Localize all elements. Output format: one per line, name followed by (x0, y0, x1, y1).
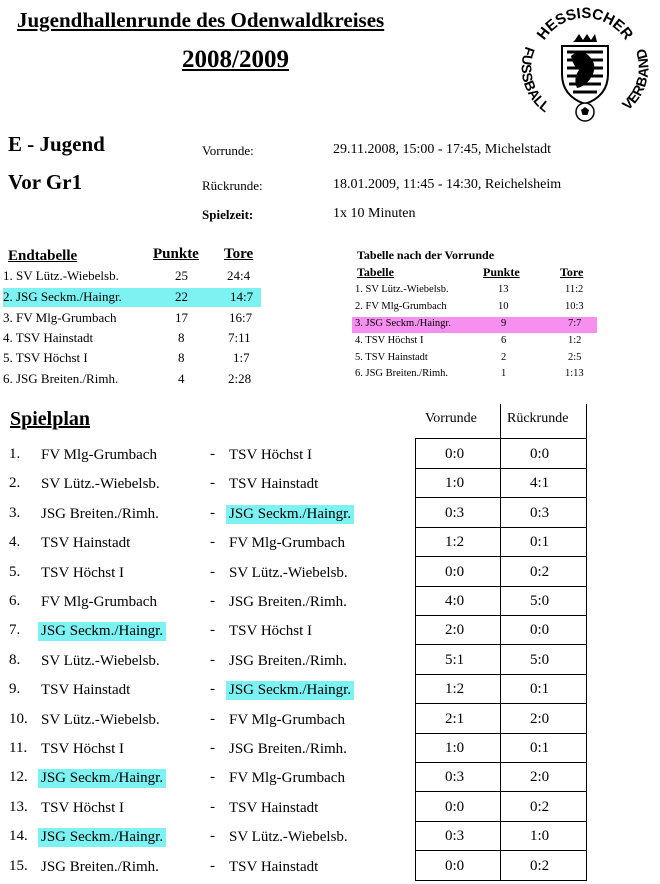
rueckrunde-score: 4:1 (530, 475, 550, 492)
match-number: 9. (9, 681, 21, 698)
match-number: 2. (9, 475, 21, 492)
vorrunde-table-title: Tabelle nach der Vorrunde (357, 248, 495, 262)
home-team: TSV Hainstadt (41, 535, 131, 552)
match-separator: - (210, 622, 215, 639)
rueckrunde-score: 0:0 (530, 446, 550, 462)
match-separator: - (210, 828, 215, 845)
team-name: 6. JSG Breiten./Rimh. (3, 371, 119, 386)
rueckrunde-score: 0:2 (530, 563, 550, 580)
vorrunde-score: 0:0 (445, 563, 465, 580)
match-number: 1. (9, 446, 21, 462)
home-team: SV Lütz.-Wiebelsb. (41, 652, 160, 669)
team-points: 4 (178, 371, 185, 386)
team-name: 1. SV Lütz.-Wiebelsb. (355, 284, 449, 295)
endtabelle-points-header: Punkte (153, 246, 199, 262)
endtabelle-row-highlighted (3, 288, 261, 307)
endtabelle-title: Endtabelle (8, 248, 78, 264)
team-points: 22 (175, 289, 188, 304)
match-separator: - (210, 710, 215, 727)
rueckrunde-value: 18.01.2009, 11:45 - 14:30, Reichelsheim (333, 177, 562, 192)
football-icon (576, 103, 594, 121)
match-row (5, 852, 587, 881)
team-name: 4. TSV Höchst I (355, 335, 424, 346)
team-points: 13 (498, 284, 509, 295)
team-name: 6. JSG Breiten./Rimh. (355, 368, 449, 379)
match-row (5, 763, 587, 792)
vorrunde-score: 2:0 (445, 622, 465, 639)
lion-crest-icon (562, 34, 608, 104)
team-name: 2. JSG Seckm./Haingr. (3, 289, 122, 304)
away-team: TSV Hainstadt (229, 799, 319, 816)
team-goals: 14:7 (230, 289, 254, 304)
home-team: FV Mlg-Grumbach (41, 447, 157, 463)
grid-line (415, 880, 587, 881)
vorrunde-points-header: Punkte (483, 265, 520, 279)
match-number: 7. (9, 622, 21, 639)
vorrunde-score: 5:1 (445, 651, 465, 668)
rueckrunde-score: 1:0 (530, 828, 550, 845)
home-team: FV Mlg-Grumbach (41, 594, 157, 610)
match-row (5, 705, 587, 734)
away-team: JSG Seckm./Haingr. (226, 681, 354, 700)
vorrunde-score: 1:2 (445, 681, 465, 698)
match-row (5, 616, 587, 645)
team-goals: 2:5 (568, 352, 582, 363)
rueckrunde-score: 0:2 (530, 857, 550, 874)
vorrunde-row (352, 334, 597, 350)
match-separator: - (210, 593, 215, 609)
away-team: FV Mlg-Grumbach (229, 770, 345, 787)
endtabelle-row (3, 349, 261, 368)
match-number: 10. (9, 710, 28, 727)
vorrunde-row-highlighted (352, 317, 597, 333)
match-number: 4. (9, 534, 21, 551)
away-team: SV Lütz.-Wiebelsb. (229, 829, 348, 846)
match-number: 13. (9, 798, 28, 815)
match-row (5, 528, 587, 557)
season-title: 2008/2009 (182, 46, 289, 73)
team-name: 2. FV Mlg-Grumbach (355, 301, 447, 312)
rueckrunde-score: 0:1 (530, 740, 550, 756)
rueckrunde-score: 5:0 (530, 593, 550, 609)
vorrunde-row (352, 283, 597, 299)
away-team: JSG Seckm./Haingr. (226, 505, 354, 524)
team-points: 25 (175, 268, 188, 283)
team-points: 10 (498, 301, 509, 312)
rueckrunde-label: Rückrunde: (202, 178, 263, 193)
vorrunde-row (352, 367, 597, 383)
team-points: 8 (178, 330, 185, 345)
match-separator: - (210, 534, 215, 551)
home-team: JSG Breiten./Rimh. (41, 505, 159, 522)
spielplan-rueckrunde-header: Rückrunde (507, 411, 569, 426)
team-name: 3. FV Mlg-Grumbach (3, 310, 117, 325)
home-team: JSG Seckm./Haingr. (38, 622, 166, 641)
away-team: JSG Breiten./Rimh. (229, 652, 347, 669)
endtabelle-row (3, 370, 261, 389)
away-team: SV Lütz.-Wiebelsb. (229, 564, 348, 581)
team-goals: 2:28 (228, 371, 252, 386)
home-team: SV Lütz.-Wiebelsb. (41, 711, 160, 728)
match-row (5, 822, 587, 851)
team-points: 17 (175, 310, 188, 325)
match-separator: - (210, 446, 215, 462)
away-team: TSV Hainstadt (229, 858, 319, 875)
match-row (5, 646, 587, 675)
rueckrunde-score: 2:0 (530, 710, 550, 727)
vorrunde-score: 0:3 (445, 828, 465, 845)
spielplan-vorrunde-header: Vorrunde (425, 411, 477, 426)
away-team: FV Mlg-Grumbach (229, 535, 345, 552)
match-separator: - (210, 651, 215, 668)
logo-text-right: VERBAND (618, 47, 652, 113)
vorrunde-score: 1:0 (445, 740, 465, 756)
vorrunde-score: 0:3 (445, 769, 465, 786)
vorrunde-score: 4:0 (445, 593, 465, 609)
hfv-logo (515, 4, 655, 124)
match-separator: - (210, 769, 215, 786)
vorrunde-score: 0:3 (445, 504, 465, 521)
match-separator: - (210, 798, 215, 815)
match-separator: - (210, 563, 215, 580)
vorrunde-goals-header: Tore (560, 265, 584, 279)
endtabelle-row (3, 329, 261, 348)
team-goals: 7:7 (568, 318, 582, 329)
rueckrunde-score: 5:0 (530, 651, 550, 668)
spielplan-title: Spielplan (10, 408, 91, 430)
spielzeit-label: Spielzeit: (202, 207, 254, 222)
home-team: TSV Höchst I (41, 564, 125, 581)
away-team: JSG Breiten./Rimh. (229, 594, 347, 610)
age-group: E - Jugend (8, 132, 105, 156)
home-team: TSV Hainstadt (41, 682, 131, 699)
match-separator: - (210, 681, 215, 698)
match-row (5, 469, 587, 498)
team-name: 3. JSG Seckm./Haingr. (355, 318, 451, 329)
home-team: JSG Breiten./Rimh. (41, 858, 159, 875)
match-number: 15. (9, 857, 28, 874)
home-team: TSV Höchst I (41, 741, 125, 757)
match-number: 5. (9, 563, 21, 580)
team-points: 6 (501, 335, 507, 346)
vorrunde-row (352, 300, 597, 316)
vorrunde-row (352, 351, 597, 367)
team-goals: 1:2 (568, 335, 582, 346)
match-number: 6. (9, 593, 21, 609)
match-number: 8. (9, 651, 21, 668)
away-team: JSG Breiten./Rimh. (229, 741, 347, 757)
vorrunde-score: 0:0 (445, 446, 465, 462)
vorrunde-label: Vorrunde: (202, 143, 254, 158)
vorrunde-score: 1:2 (445, 534, 465, 551)
match-number: 3. (9, 504, 21, 521)
rueckrunde-score: 0:0 (530, 622, 550, 639)
team-name: 1. SV Lütz.-Wiebelsb. (3, 268, 119, 283)
team-goals: 7:11 (228, 330, 251, 345)
match-separator: - (210, 504, 215, 521)
team-points: 8 (178, 350, 185, 365)
match-number: 14. (9, 828, 28, 845)
group-name: Vor Gr1 (8, 170, 83, 194)
team-points: 1 (501, 368, 507, 379)
home-team: JSG Seckm./Haingr. (38, 769, 166, 788)
home-team: JSG Seckm./Haingr. (38, 828, 166, 847)
logo-text-top: HESSISCHER (533, 4, 637, 44)
match-number: 11. (9, 740, 28, 756)
match-row (5, 440, 587, 469)
team-name: 4. TSV Hainstadt (3, 330, 94, 345)
team-goals: 1:7 (233, 350, 250, 365)
vorrunde-team-header: Tabelle (357, 265, 394, 279)
endtabelle-goals-header: Tore (224, 246, 254, 262)
home-team: SV Lütz.-Wiebelsb. (41, 476, 160, 493)
team-name: 5. TSV Hainstadt (355, 352, 428, 363)
match-row (5, 558, 587, 587)
team-goals: 1:13 (565, 368, 584, 379)
endtabelle-row (3, 309, 261, 328)
match-row (5, 793, 587, 822)
home-team: TSV Höchst I (41, 799, 125, 816)
rueckrunde-score: 0:1 (530, 681, 550, 698)
spielzeit-value: 1x 10 Minuten (333, 206, 416, 221)
away-team: TSV Höchst I (229, 447, 313, 463)
vorrunde-score: 2:1 (445, 710, 465, 727)
team-points: 9 (501, 318, 507, 329)
match-row (5, 587, 587, 616)
svg-text:VERBAND (619, 47, 652, 113)
match-separator: - (210, 475, 215, 492)
match-row (5, 499, 587, 528)
rueckrunde-score: 0:3 (530, 504, 550, 521)
grid-line (415, 438, 587, 439)
rueckrunde-score: 0:2 (530, 798, 550, 815)
team-goals: 10:3 (565, 301, 584, 312)
match-row (5, 734, 587, 763)
match-separator: - (210, 857, 215, 874)
away-team: TSV Höchst I (229, 623, 313, 640)
team-goals: 24:4 (227, 268, 251, 283)
rueckrunde-score: 0:1 (530, 534, 550, 551)
rueckrunde-score: 2:0 (530, 769, 550, 786)
team-points: 2 (501, 352, 507, 363)
vorrunde-score: 0:0 (445, 857, 465, 874)
endtabelle-row (3, 267, 261, 286)
vorrunde-score: 0:0 (445, 798, 465, 815)
logo-text-left: FUSSBALL (518, 45, 554, 116)
team-name: 5. TSV Höchst I (3, 350, 88, 365)
away-team: TSV Hainstadt (229, 476, 319, 493)
vorrunde-score: 1:0 (445, 475, 465, 492)
svg-text:FUSSBALL (519, 45, 554, 115)
vorrunde-value: 29.11.2008, 15:00 - 17:45, Michelstadt (333, 142, 552, 157)
match-row (5, 675, 587, 704)
page-title: Jugendhallenrunde des Odenwaldkreises (17, 8, 385, 32)
team-goals: 16:7 (229, 310, 253, 325)
away-team: FV Mlg-Grumbach (229, 711, 345, 728)
team-goals: 11:2 (565, 284, 584, 295)
match-number: 12. (9, 769, 28, 786)
match-separator: - (210, 740, 215, 756)
